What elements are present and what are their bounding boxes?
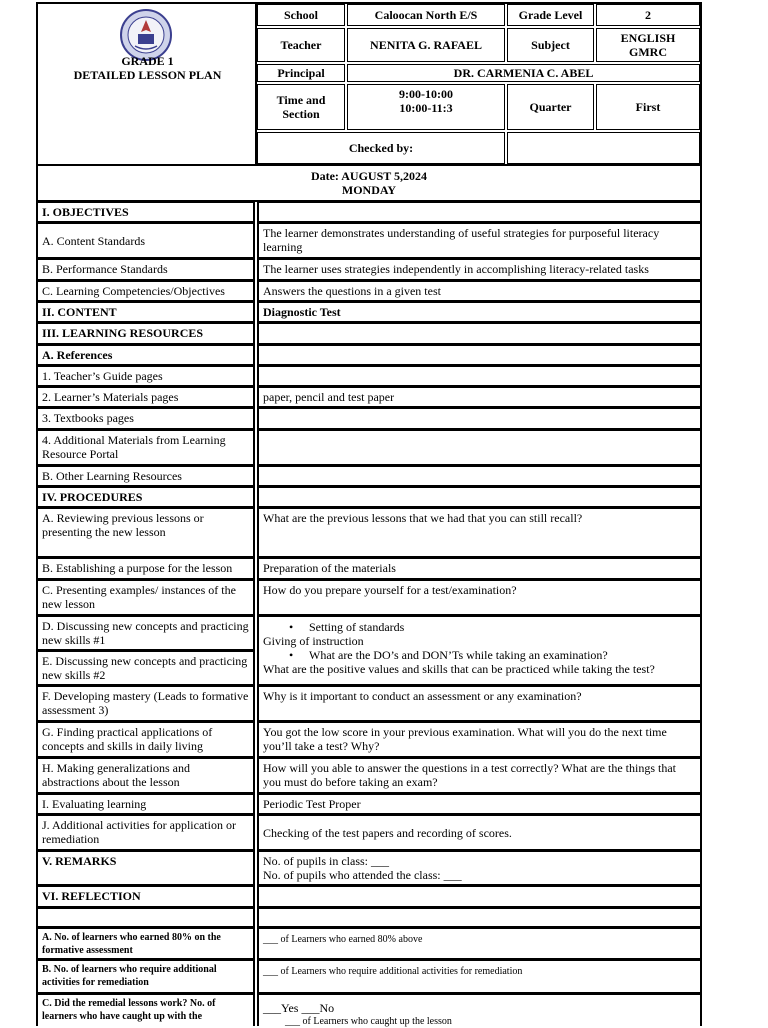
row-refl-a bbox=[36, 928, 702, 960]
row-proc-g bbox=[36, 722, 702, 758]
teacher-label: Teacher bbox=[257, 28, 345, 62]
learning-resources-value bbox=[257, 323, 702, 345]
remarks-heading: V. REMARKS bbox=[36, 851, 255, 886]
proc-c-label: C. Presenting examples/ instances of the new lesson bbox=[36, 580, 255, 616]
proc-de-bullet-2: • What are the DO’s and DON’Ts while taking an examination? bbox=[263, 648, 696, 662]
refl-c-label: C. Did the remedial lessons work? No. of learners who have caught up with the bbox=[36, 994, 255, 1026]
checked-by-label: Checked by: bbox=[257, 132, 505, 164]
grade-title: GRADE 1 bbox=[121, 54, 174, 68]
principal-value: DR. CARMENIA C. ABEL bbox=[347, 64, 700, 82]
grade-level-value: 2 bbox=[596, 4, 700, 26]
subject-value-line2: GMRC bbox=[629, 45, 667, 59]
school-label: School bbox=[257, 4, 345, 26]
teachers-guide-value bbox=[257, 366, 702, 387]
proc-a-label: A. Reviewing previous lessons or presenting the new lesson bbox=[36, 508, 255, 558]
row-reflection bbox=[36, 886, 702, 908]
header-block bbox=[36, 2, 702, 166]
proc-h-label: H. Making generalizations and abstractions about the lesson bbox=[36, 758, 255, 794]
proc-de-line-4: What are the positive values and skills that can be practiced while taking the test? bbox=[263, 662, 655, 676]
row-reflection-blank bbox=[36, 908, 702, 928]
row-content-standards bbox=[36, 223, 702, 259]
row-proc-b bbox=[36, 558, 702, 580]
refl-a-value: ___ of Learners who earned 80% above bbox=[257, 928, 702, 960]
proc-c-value: How do you prepare yourself for a test/examination? bbox=[257, 580, 702, 616]
row-proc-h bbox=[36, 758, 702, 794]
learning-resources-heading: III. LEARNING RESOURCES bbox=[36, 323, 255, 345]
reflection-blank-left bbox=[36, 908, 255, 928]
proc-i-value: Periodic Test Proper bbox=[257, 794, 702, 815]
additional-materials-label: 4. Additional Materials from Learning Resource Portal bbox=[36, 430, 255, 466]
row-content bbox=[36, 302, 702, 323]
competencies-label: C. Learning Competencies/Objectives bbox=[36, 281, 255, 302]
procedures-value bbox=[257, 487, 702, 508]
teachers-guide-label: 1. Teacher’s Guide pages bbox=[36, 366, 255, 387]
refl-c-line-2: ___ of Learners who caught up the lesson bbox=[285, 1016, 452, 1027]
quarter-label: Quarter bbox=[507, 84, 594, 130]
proc-d-label: D. Discussing new concepts and practicing new skills #1 bbox=[36, 616, 255, 651]
other-resources-label: B. Other Learning Resources bbox=[36, 466, 255, 487]
refl-b-value: ___ of Learners who require additional activities for remediation bbox=[257, 960, 702, 994]
quarter-value: First bbox=[596, 84, 700, 130]
remarks-value bbox=[257, 851, 702, 886]
other-resources-value bbox=[257, 466, 702, 487]
proc-g-label: G. Finding practical applications of concepts and skills in daily living bbox=[36, 722, 255, 758]
date-band bbox=[36, 166, 702, 202]
subject-value-line1: ENGLISH bbox=[620, 31, 676, 45]
row-proc-i bbox=[36, 794, 702, 815]
additional-materials-value bbox=[257, 430, 702, 466]
row-learners-materials bbox=[36, 387, 702, 408]
proc-a-value: What are the previous lessons that we had that you can still recall? bbox=[257, 508, 702, 558]
date-line: Date: AUGUST 5,2024 bbox=[310, 169, 428, 183]
proc-h-value: How will you able to answer the questions in a test correctly? What are the things that you must do before taking an exam? bbox=[257, 758, 702, 794]
row-textbooks bbox=[36, 408, 702, 430]
header-title-area bbox=[38, 4, 257, 164]
row-proc-a bbox=[36, 508, 702, 558]
proc-de-line-2: Giving of instruction bbox=[263, 634, 364, 648]
time-label-line2: Section bbox=[282, 107, 320, 121]
row-procedures bbox=[36, 487, 702, 508]
refl-c-line-1: ___Yes ___No bbox=[263, 1001, 335, 1015]
time-section-label bbox=[257, 84, 345, 130]
competencies-value: Answers the questions in a given test bbox=[257, 281, 702, 302]
teacher-value: NENITA G. RAFAEL bbox=[347, 28, 505, 62]
content-standards-label: A. Content Standards bbox=[36, 223, 255, 259]
refl-c-value bbox=[257, 994, 702, 1026]
row-performance-standards bbox=[36, 259, 702, 281]
row-refl-c bbox=[36, 994, 702, 1026]
time-value-line2: 10:00-11:3 bbox=[399, 101, 453, 115]
time-label-line1: Time and bbox=[276, 93, 326, 107]
procedures-heading: IV. PROCEDURES bbox=[36, 487, 255, 508]
objectives-value bbox=[257, 202, 702, 223]
proc-j-label: J. Additional activities for application or remediation bbox=[36, 815, 255, 851]
row-refl-b bbox=[36, 960, 702, 994]
performance-standards-value: The learner uses strategies independently in accomplishing literacy-related tasks bbox=[257, 259, 702, 281]
content-heading: II. CONTENT bbox=[36, 302, 255, 323]
principal-label: Principal bbox=[257, 64, 345, 82]
proc-j-value: Checking of the test papers and recording of scores. bbox=[257, 815, 702, 851]
day-line: MONDAY bbox=[341, 183, 397, 197]
row-objectives bbox=[36, 202, 702, 223]
row-proc-j bbox=[36, 815, 702, 851]
time-value-line1: 9:00-10:00 bbox=[399, 87, 453, 101]
row-learning-resources bbox=[36, 323, 702, 345]
proc-d-e-value bbox=[257, 616, 702, 686]
content-standards-value: The learner demonstrates understanding of useful strategies for purposeful literacy learning bbox=[257, 223, 702, 259]
remarks-line-2: No. of pupils who attended the class: ___ bbox=[263, 868, 462, 882]
reflection-value bbox=[257, 886, 702, 908]
reflection-blank-right bbox=[257, 908, 702, 928]
subject-value bbox=[596, 28, 700, 62]
proc-i-label: I. Evaluating learning bbox=[36, 794, 255, 815]
proc-b-label: B. Establishing a purpose for the lesson bbox=[36, 558, 255, 580]
remarks-line-1: No. of pupils in class: ___ bbox=[263, 854, 389, 868]
performance-standards-label: B. Performance Standards bbox=[36, 259, 255, 281]
grade-level-label: Grade Level bbox=[507, 4, 594, 26]
subject-label: Subject bbox=[507, 28, 594, 62]
learners-materials-label: 2. Learner’s Materials pages bbox=[36, 387, 255, 408]
proc-g-value: You got the low score in your previous examination. What will you do the next time you’ll take a test? Why? bbox=[257, 722, 702, 758]
row-teachers-guide bbox=[36, 366, 702, 387]
objectives-heading: I. OBJECTIVES bbox=[36, 202, 255, 223]
plan-title: DETAILED LESSON PLAN bbox=[73, 68, 222, 82]
time-section-value bbox=[347, 84, 505, 130]
proc-b-value: Preparation of the materials bbox=[257, 558, 702, 580]
textbooks-label: 3. Textbooks pages bbox=[36, 408, 255, 430]
row-proc-d-e bbox=[36, 616, 702, 686]
refl-a-label: A. No. of learners who earned 80% on the formative assessment bbox=[36, 928, 255, 960]
row-competencies bbox=[36, 281, 702, 302]
references-heading: A. References bbox=[36, 345, 255, 366]
row-references bbox=[36, 345, 702, 366]
row-additional-materials bbox=[36, 430, 702, 466]
proc-f-value: Why is it important to conduct an assessment or any examination? bbox=[257, 686, 702, 722]
row-remarks bbox=[36, 851, 702, 886]
content-value: Diagnostic Test bbox=[257, 302, 702, 323]
row-other-resources bbox=[36, 466, 702, 487]
proc-de-bullet-1: • Setting of standards bbox=[263, 620, 696, 634]
checked-by-value bbox=[507, 132, 700, 164]
refl-b-label: B. No. of learners who require additional activities for remediation bbox=[36, 960, 255, 994]
textbooks-value bbox=[257, 408, 702, 430]
proc-f-label: F. Developing mastery (Leads to formative assessment 3) bbox=[36, 686, 255, 722]
row-proc-c bbox=[36, 580, 702, 616]
learners-materials-value: paper, pencil and test paper bbox=[257, 387, 702, 408]
references-value bbox=[257, 345, 702, 366]
reflection-heading: VI. REFLECTION bbox=[36, 886, 255, 908]
proc-e-label: E. Discussing new concepts and practicing new skills #2 bbox=[36, 651, 255, 686]
row-proc-f bbox=[36, 686, 702, 722]
school-value: Caloocan North E/S bbox=[347, 4, 505, 26]
